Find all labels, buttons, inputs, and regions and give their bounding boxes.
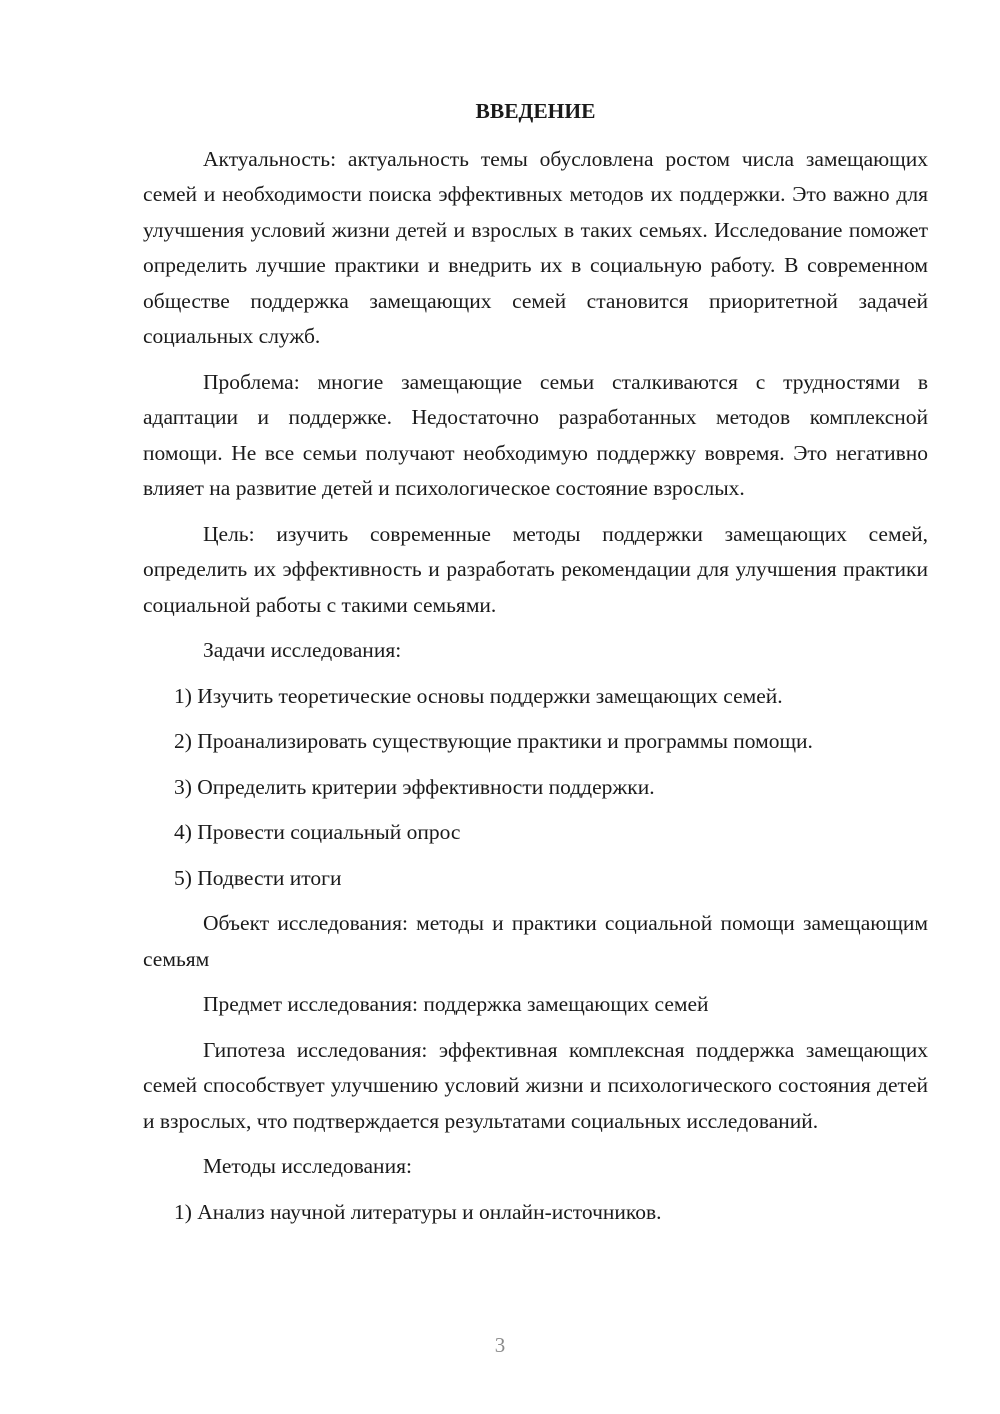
document-title: ВВЕДЕНИЕ	[475, 99, 596, 123]
task-item-4: 4) Провести социальный опрос	[174, 820, 461, 844]
methods-heading: Методы исследования:	[203, 1154, 412, 1178]
paragraph-relevance: Актуальность: актуальность темы обусловлена ростом числа замещающих семей и необходимости поиска эффективных методов их поддержки. Это важно для улучшения условий жизни детей и взрослых в таких семьях. Исследование поможет определить лучшие практики и внедрить их в социальную работу. В современном обществе поддержка замещающих семей становится приоритетной задачей социальных служб.	[143, 146, 928, 348]
paragraph-goal: Цель: изучить современные методы поддержки замещающих семей, определить их эффективность и разработать рекомендации для улучшения практики социальной работы с такими семьями.	[143, 521, 928, 617]
paragraph-problem: Проблема: многие замещающие семьи сталкиваются с трудностями в адаптации и поддержке. Недостаточно разработанных методов комплексной помощи. Не все семьи получают необходимую поддержку вовремя. Это негативно влияет на развитие детей и психологическое состояние взрослых.	[143, 369, 928, 500]
tasks-heading: Задачи исследования:	[203, 638, 402, 662]
paragraph-subject: Предмет исследования: поддержка замещающих семей	[203, 992, 709, 1016]
method-item-1: 1) Анализ научной литературы и онлайн-источников.	[174, 1199, 662, 1224]
page-content	[143, 94, 928, 1240]
page-number: 3	[494, 1333, 506, 1357]
paragraph-hypothesis: Гипотеза исследования: эффективная комплексная поддержка замещающих семей способствует улучшению условий жизни и психологического состояния детей и взрослых, что подтверждается результатами социальных исследований.	[143, 1037, 928, 1133]
paragraph-object: Объект исследования: методы и практики социальной помощи замещающим семьям	[143, 911, 928, 971]
task-item-1: 1) Изучить теоретические основы поддержки замещающих семей.	[174, 683, 783, 708]
task-item-5: 5) Подвести итоги	[174, 865, 342, 890]
task-item-2: 2) Проанализировать существующие практики и программы помощи.	[174, 729, 813, 753]
task-item-3: 3) Определить критерии эффективности поддержки.	[174, 774, 655, 799]
